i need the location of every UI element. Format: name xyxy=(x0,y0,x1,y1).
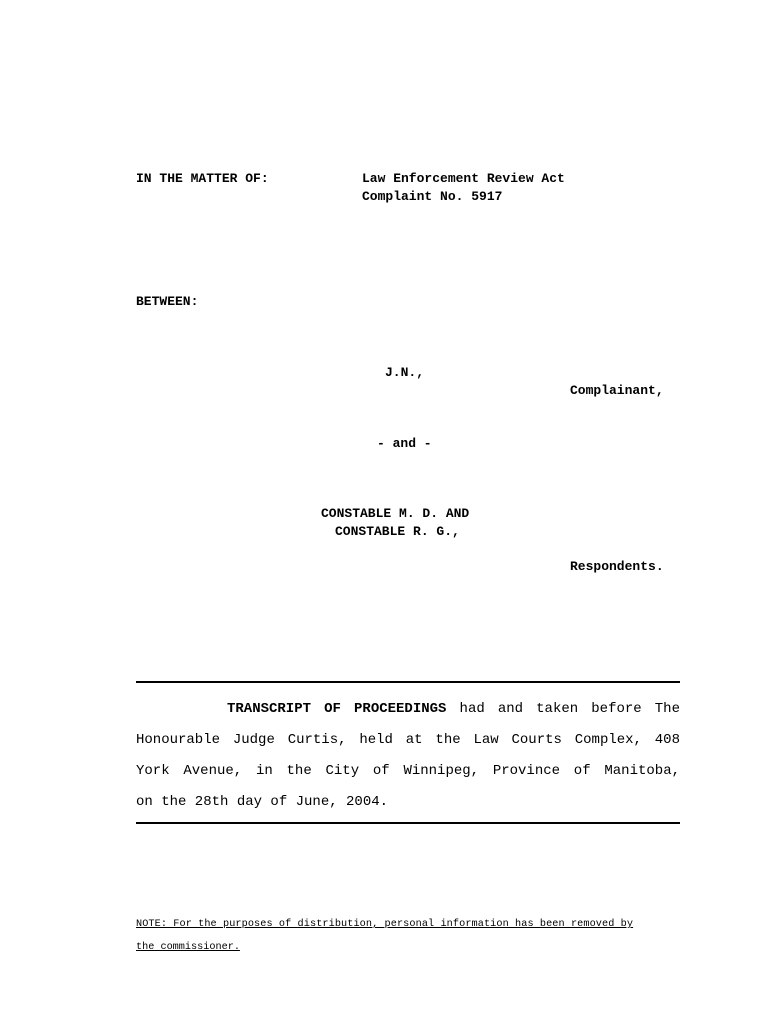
transcript-heading: TRANSCRIPT OF PROCEEDINGS xyxy=(227,701,447,717)
transcript-line-1 xyxy=(227,700,680,718)
respondent-line-1: CONSTABLE M. D. AND xyxy=(321,506,470,521)
transcript-line-1-rest: had and taken before The xyxy=(459,701,680,717)
between-label: BETWEEN: xyxy=(136,294,199,309)
note-line-1: NOTE: For the purposes of distribution, personal information has been removed by xyxy=(136,919,634,930)
and-separator: - and - xyxy=(377,436,432,451)
transcript-line-2: Honourable Judge Curtis, held at the Law Courts Complex, 408 xyxy=(136,732,680,748)
complainant-name: J.N., xyxy=(385,365,425,380)
complaint-number: Complaint No. 5917 xyxy=(362,189,503,204)
complainant-role: Complainant, xyxy=(570,383,664,398)
top-rule xyxy=(136,681,680,683)
respondent-line-2: CONSTABLE R. G., xyxy=(335,524,460,539)
note-line-2: the commissioner. xyxy=(136,942,240,953)
bottom-rule xyxy=(136,822,680,824)
transcript-line-4: on the 28th day of June, 2004. xyxy=(136,794,389,810)
transcript-line-3: York Avenue, in the City of Winnipeg, Province of Manitoba, xyxy=(136,763,680,779)
act-title: Law Enforcement Review Act xyxy=(362,171,565,186)
respondent-role: Respondents. xyxy=(570,559,664,574)
matter-label: IN THE MATTER OF: xyxy=(136,171,269,186)
